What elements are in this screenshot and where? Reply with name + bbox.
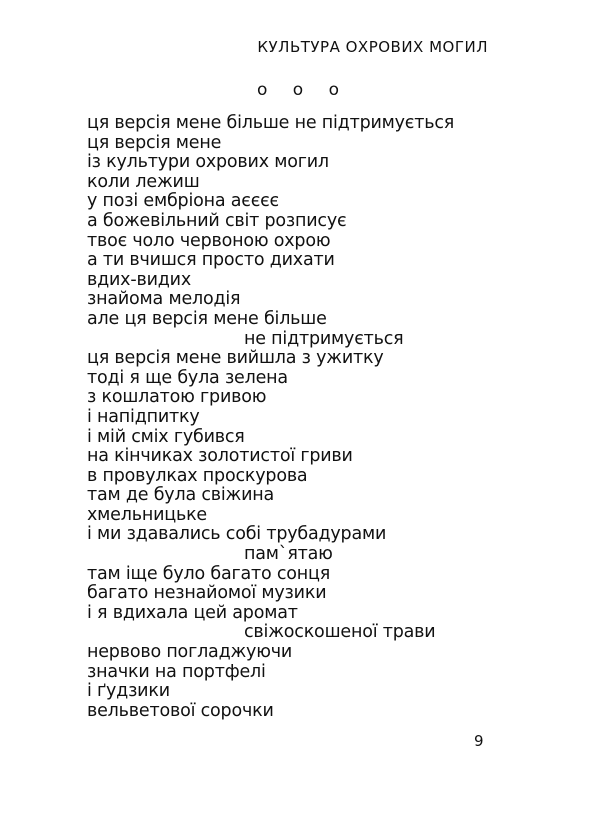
poem-line: із культури охрових могил [87, 152, 329, 173]
poem-line: і ми здавались собі трубадурами [87, 524, 387, 545]
poem-line: пам`ятаю [244, 544, 333, 565]
poem-line: значки на портфелі [87, 661, 266, 682]
poem-line: а божевільний світ розписує [87, 210, 347, 231]
poem-line: коли лежиш [87, 171, 200, 192]
poem-line: і я вдихала цей аромат [87, 602, 298, 623]
poem-line: з кошлатою гривою [87, 387, 267, 408]
poem-line: ця версія мене вийшла з ужитку [87, 348, 384, 369]
poem-line: а ти вчишся просто дихати [87, 250, 335, 271]
running-header: КУЛЬТУРА ОХРОВИХ МОГИЛ [257, 38, 488, 56]
poem-line: знайома мелодія [87, 289, 241, 310]
poem-line: твоє чоло червоною охрою [87, 230, 331, 251]
poem-line: і напідпитку [87, 406, 200, 427]
poem-line: на кінчиках золотистої гриви [87, 446, 353, 467]
poem-line: хмельницьке [87, 504, 208, 525]
poem-line: там де була свіжина [87, 485, 275, 506]
poem-line: ця версія мене [87, 132, 222, 153]
page-number: 9 [474, 732, 484, 750]
poem-line: вельветової сорочки [87, 700, 274, 721]
poem-line: багато незнайомої музики [87, 583, 327, 604]
poem-line: там іще було багато сонця [87, 563, 331, 584]
poem [87, 114, 527, 721]
poem-line: але ця версія мене більше [87, 308, 327, 329]
poem-line: в провулках проскурова [87, 465, 308, 486]
poem-line: і мій сміх губився [87, 426, 245, 447]
poem-line: і ґудзики [87, 681, 170, 702]
poem-line: свіжоскошеної трави [244, 622, 436, 643]
section-separator: o o o [256, 80, 349, 100]
poem-line: у позі ембріона аєєєє [87, 191, 279, 212]
poem-line: вдих-видих [87, 269, 191, 290]
poem-line: ця версія мене більше не підтримується [87, 113, 455, 133]
poem-line: не підтримується [244, 328, 404, 349]
poem-line: нервово погладжуючи [87, 642, 293, 663]
poem-line: тоді я ще була зелена [87, 367, 288, 388]
